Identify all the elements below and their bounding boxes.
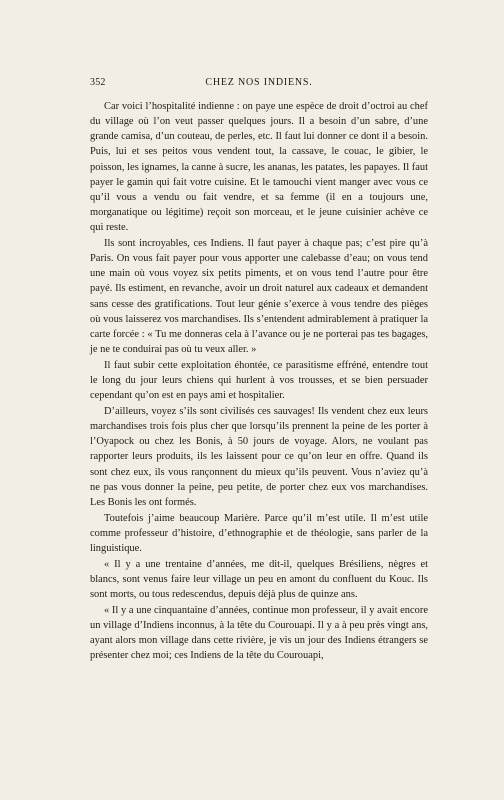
paragraph: Car voici l’hospitalité indienne : on paye une espèce de droit d’octroi au chef du village où l’on veut passer quelques jours. Il a besoin d’un sabre, d’une grande camisa, d’un couteau, de perles, etc. Il faut lui donner ce dont il a besoin. Puis, lui et ses peitos vous vendent tout, la cassave, le couac, le gibier, le poisson, les ignames, la canne à sucre, les ananas, les patates, les papayes. Il faut payer le gamin qui fait votre cuisine. Et le tamouchi vient manger avec vous ce qu’il vous a vendu ou fait vendre, et sa femme (il en a toujours une, morganatique ou légitime) reçoit son morceau, et le jeune cuisinier achève ce qui reste. <box>90 101 428 234</box>
paragraph: Il faut subir cette exploitation éhontée, ce parasitisme effréné, entendre tout le long du jour leurs chiens qui hurlent à vos trousses, et se bien persuader cependant qu’on est en pays ami et hospitalier. <box>90 359 428 402</box>
page-number: 352 <box>90 77 106 88</box>
body-text <box>90 99 428 664</box>
paragraph: Toutefois j’aime beaucoup Marière. Parce qu’il m’est utile. Il m’est utile comme professeur d’histoire, d’ethnographie et de théologie, sans parler de la linguistique. <box>90 512 428 554</box>
paragraph: Ils sont incroyables, ces Indiens. Il faut payer à chaque pas; c’est pire qu’à Paris. On vous fait payer pour vous apporter une calebasse d’eau; on vous tend une main où vous voyez six petits piments, et on vous tend l’autre pour être payé. Ils estiment, en revanche, avoir un droit naturel aux cadeaux et demandent sans cesse des gratifications. Tout leur génie s’exerce à vous tendre des pièges où vous laisserez vos marchandises. Ils s’entendent admirablement à pratiquer la carte forcée : « Tu me donneras cela à l’avance ou je ne porterai pas tes bagages, je ne te conduirai pas où tu veux aller. » <box>90 238 428 356</box>
paragraph: D’ailleurs, voyez s’ils sont civilisés ces sauvages! Ils vendent chez eux leurs marchandises trois fois plus cher que lorsqu’ils prennent la peine de les porter à l’Oyapock ou chez les Bonis, à 50 jours de voyage. Alors, ne voulant pas rapporter leurs produits, ils les laissent pour ce qu’on leur en offre. Quand ils sont chez eux, ils vous rançonnent du mieux qu’ils peuvent. Vous n’aviez qu’à ne pas vous donner la peine, peu petite, de porter chez eux vos marchandises. Les Bonis les ont formés. <box>90 405 428 508</box>
paragraph: « Il y a une cinquantaine d’années, continue mon professeur, il y avait encore un village d’Indiens inconnus, à la tête du Courouapi. Il y a à peu près vingt ans, ayant alors mon village dans cette rivière, je vis un jour des Indiens étrangers se présenter chez moi; ces Indiens de la tête du Courouapi, <box>90 604 428 662</box>
running-title: CHEZ NOS INDIENS. <box>205 77 313 88</box>
running-head <box>90 77 428 91</box>
paragraph: « Il y a une trentaine d’années, me dit-il, quelques Brésiliens, nègres et blancs, sont venus faire leur village un peu en amont du confluent du Kouc. Ils sont morts, ou tous redescendus, depuis déjà plus de quinze ans. <box>90 558 428 600</box>
